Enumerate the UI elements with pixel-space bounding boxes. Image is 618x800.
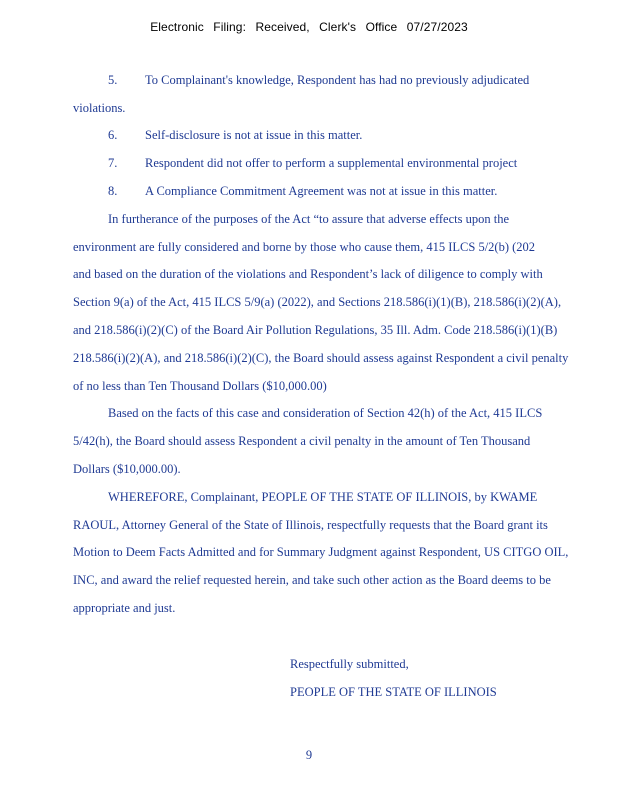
paragraph-1-line: of no less than Ten Thousand Dollars ($10,000.00) [73,379,327,393]
item-8-number: 8. [108,184,118,198]
page-number: 9 [305,748,313,762]
paragraph-2-line: 5/42(h), the Board should assess Respondent a civil penalty in the amount of Ten Thousand [73,434,531,448]
signature-party: PEOPLE OF THE STATE OF ILLINOIS [290,685,497,699]
paragraph-1-line: In furtherance of the purposes of the Act “to assure that adverse effects upon the [108,212,510,226]
paragraph-3-line: appropriate and just. [73,601,176,615]
paragraph-1-line: 218.586(i)(2)(A), and 218.586(i)(2)(C), the Board should assess against Respondent a civil penalty [73,351,569,365]
paragraph-2-line: Based on the facts of this case and consideration of Section 42(h) of the Act, 415 ILCS [108,406,543,420]
signature-closing: Respectfully submitted, [290,657,409,671]
paragraph-3-line: INC, and award the relief requested herein, and take such other action as the Board deems to be [73,573,551,587]
paragraph-1-line: environment are fully considered and borne by those who cause them, 415 ILCS 5/2(b) (202 [73,240,536,254]
item-6-number: 6. [108,128,118,142]
paragraph-3-line: Motion to Deem Facts Admitted and for Summary Judgment against Respondent, US CITGO OIL, [73,545,569,559]
paragraph-3-line: RAOUL, Attorney General of the State of Illinois, respectfully requests that the Board grant its [73,518,548,532]
filing-header: Electronic Filing: Received, Clerk's Office 07/27/2023 [150,20,468,34]
paragraph-1-line: and based on the duration of the violations and Respondent’s lack of diligence to comply with [73,267,543,281]
item-8-text: A Compliance Commitment Agreement was not at issue in this matter. [145,184,498,198]
item-5-number: 5. [108,73,118,87]
item-7-text: Respondent did not offer to perform a supplemental environmental project [145,156,518,170]
paragraph-2-line: Dollars ($10,000.00). [73,462,181,476]
paragraph-1-line: Section 9(a) of the Act, 415 ILCS 5/9(a) (2022), and Sections 218.586(i)(1)(B), 218.586(i)(2)(A), [73,295,562,309]
item-7-number: 7. [108,156,118,170]
item-6-text: Self-disclosure is not at issue in this matter. [145,128,363,142]
item-5-text-cont: violations. [73,101,126,115]
item-5-text: To Complainant's knowledge, Respondent has had no previously adjudicated [145,73,530,87]
paragraph-1-line: and 218.586(i)(2)(C) of the Board Air Pollution Regulations, 35 Ill. Adm. Code 218.586(i)(1)(B) [73,323,558,337]
paragraph-3-line: WHEREFORE, Complainant, PEOPLE OF THE STATE OF ILLINOIS, by KWAME [108,490,538,504]
